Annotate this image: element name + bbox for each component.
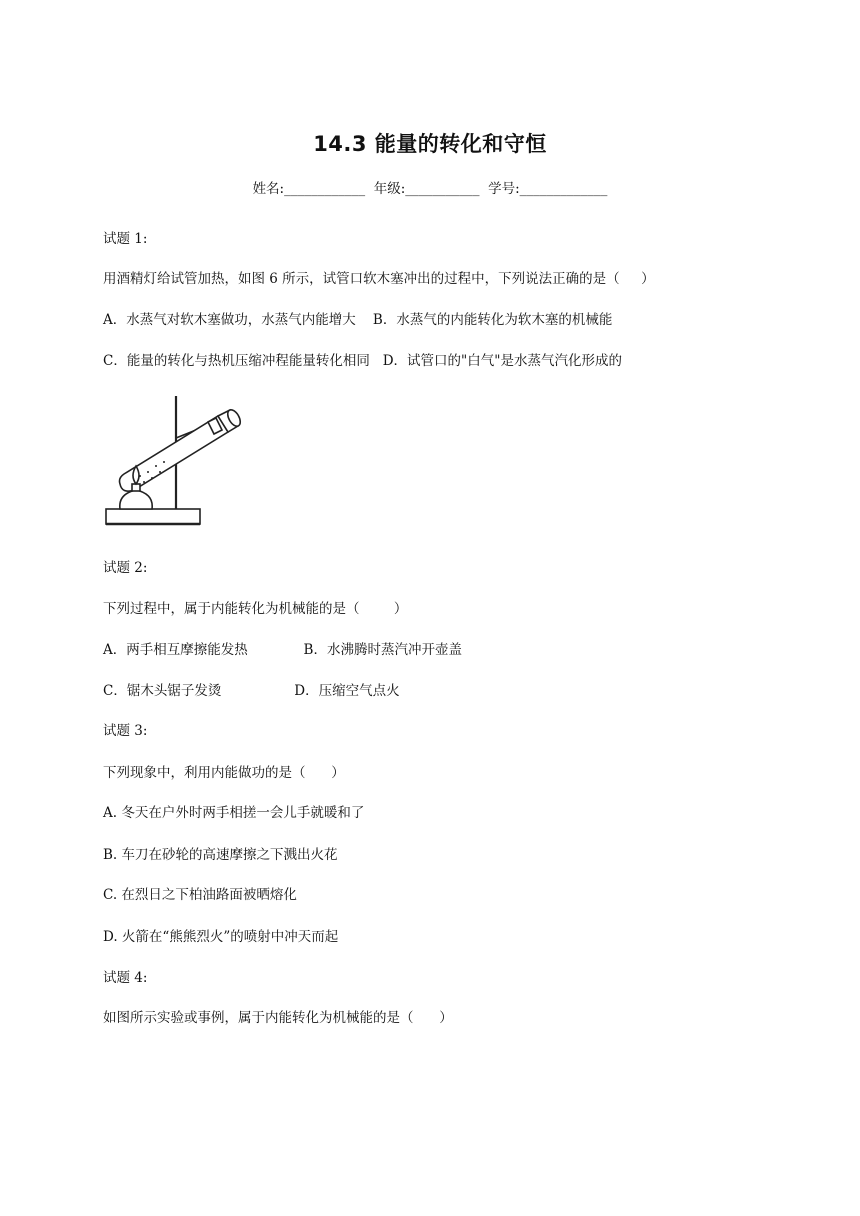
alcohol-lamp	[120, 490, 152, 509]
question-4-stem: 如图所示实验或事例，属于内能转化为机械能的是（ ）	[103, 1010, 453, 1026]
question-3-option-c: C. 在烈日之下柏油路面被晒熔化	[103, 887, 297, 903]
question-1-stem: 用酒精灯给试管加热，如图 6 所示，试管口软木塞冲出的过程中，下列说法正确的是（ ）	[103, 271, 655, 287]
question-2-option-cd: C．锯木头锯子发烫 D．压缩空气点火	[103, 683, 400, 699]
stand-base	[106, 509, 200, 524]
question-3-option-b: B. 车刀在砂轮的高速摩擦之下溅出火花	[103, 847, 338, 863]
flame	[133, 466, 139, 484]
question-3-option-d: D. 火箭在“熊熊烈火”的喷射中冲天而起	[103, 929, 339, 945]
question-2-stem: 下列过程中，属于内能转化为机械能的是（ ）	[103, 601, 408, 617]
student-id-field: 学号:_____________	[488, 181, 608, 197]
question-2-option-ab: A．两手相互摩擦能发热 B．水沸腾时蒸汽冲开壶盖	[103, 642, 462, 658]
grade-field: 年级:___________	[373, 181, 480, 197]
question-1-label: 试题 1:	[103, 231, 148, 247]
page-title: 14.3 能量的转化和守恒	[313, 132, 547, 156]
question-2-label: 试题 2:	[103, 560, 148, 576]
question-3-label: 试题 3:	[103, 723, 148, 739]
question-1-option-cd: C．能量的转化与热机压缩冲程能量转化相同 D．试管口的"白气"是水蒸气汽化形成的	[103, 353, 622, 369]
name-field: 姓名:____________	[252, 181, 366, 197]
question-4-label: 试题 4:	[103, 970, 148, 986]
question-3-option-a: A. 冬天在户外时两手相搓一会儿手就暖和了	[103, 805, 365, 821]
question-1-option-ab: A．水蒸气对软木塞做功，水蒸气内能增大 B．水蒸气的内能转化为软木塞的机械能	[103, 312, 613, 328]
test-tube-heating-figure	[100, 392, 245, 527]
question-3-stem: 下列现象中，利用内能做功的是（ ）	[103, 765, 345, 781]
student-info-line	[0, 177, 860, 197]
